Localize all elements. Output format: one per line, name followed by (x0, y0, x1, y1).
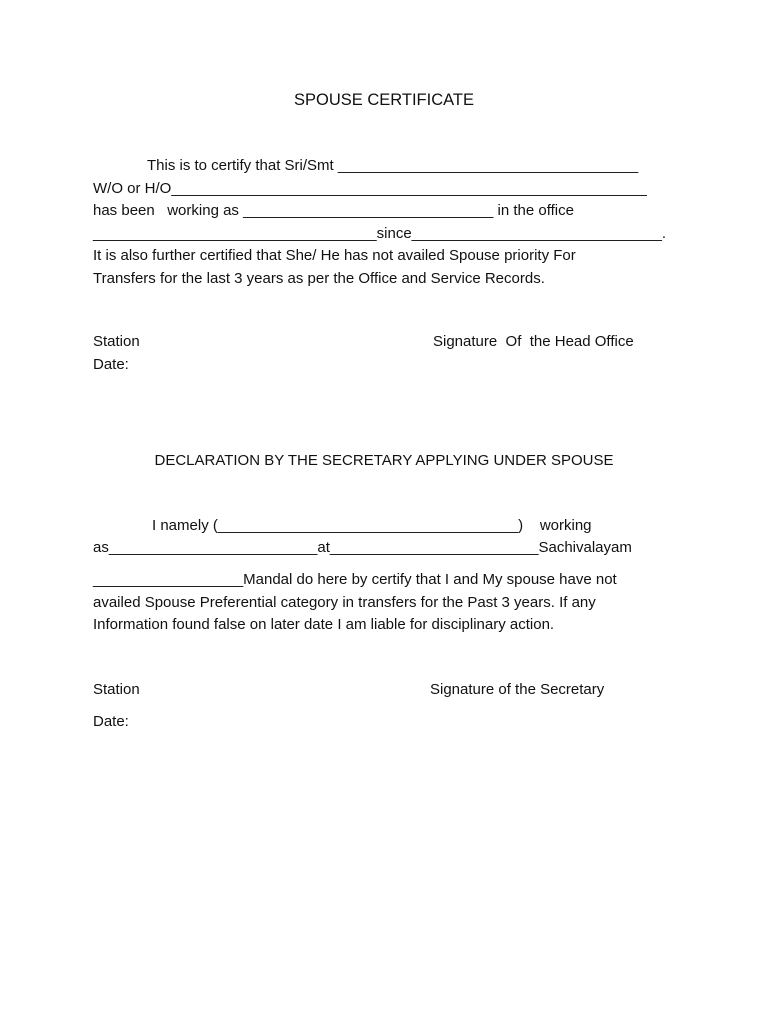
declaration-date-label: Date: (93, 713, 129, 730)
certificate-line-1: This is to certify that Sri/Smt ____________________________________ (147, 157, 639, 174)
certificate-line-2: W/O or H/O_________________________________________________________ (93, 180, 647, 197)
certificate-line-6: Transfers for the last 3 years as per the Office and Service Records. (93, 270, 545, 287)
certificate-line-3: has been working as ______________________________ in the office (93, 202, 574, 219)
declaration-line-4: availed Spouse Preferential category in transfers for the Past 3 years. If any (93, 594, 596, 611)
declaration-line-5: Information found false on later date I am liable for disciplinary action. (93, 616, 555, 633)
declaration-station-label: Station (93, 681, 140, 698)
declaration-signature-label: Signature of the Secretary (430, 681, 605, 698)
certificate-line-5: It is also further certified that She/ He has not availed Spouse priority For (93, 247, 576, 264)
certificate-date-label: Date: (93, 356, 129, 373)
declaration-heading: DECLARATION BY THE SECRETARY APPLYING UNDER SPOUSE (154, 452, 614, 469)
declaration-line-3: __________________Mandal do here by certify that I and My spouse have not (93, 571, 617, 588)
certificate-station-label: Station (93, 333, 140, 350)
certificate-signature-label: Signature Of the Head Office (433, 333, 634, 350)
declaration-line-1: I namely (____________________________________) working (152, 517, 592, 534)
declaration-line-2: as_________________________at_________________________Sachivalayam (93, 539, 632, 556)
certificate-title: SPOUSE CERTIFICATE (293, 91, 474, 109)
certificate-line-4: __________________________________since______________________________. (93, 225, 667, 242)
